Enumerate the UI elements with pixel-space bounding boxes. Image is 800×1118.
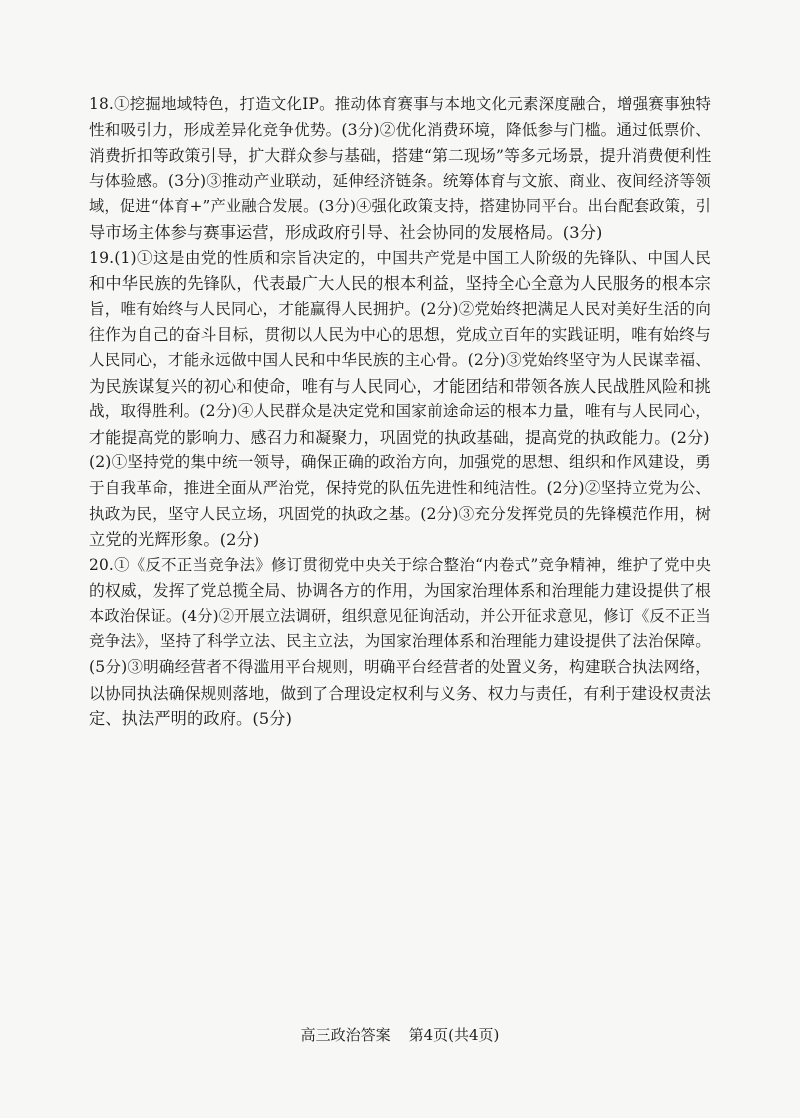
q19-line-3: 旨，唯有始终与人民同心，才能赢得人民拥护。(2分)②党始终把满足人民对美好生活的向 — [89, 299, 711, 318]
q18-line-5: 域，促进“体育+”产业融合发展。(3分)④强化政策支持，搭建协同平台。出台配套政策，引 — [89, 197, 711, 216]
q19-line-1: 19.(1)①这是由党的性质和宗旨决定的，中国共产党是中国工人阶级的先锋队、中国人民 — [89, 248, 711, 267]
q18-line-4: 与体验感。(3分)③推动产业联动，延伸经济链条。统筹体育与文旅、商业、夜间经济等领 — [89, 171, 711, 190]
q19-2-line-1: (2)①坚持党的集中统一领导，确保正确的政治方向，加强党的思想、组织和作风建设，勇 — [89, 453, 711, 472]
footer-page-number: 第4页(共4页) — [408, 1026, 500, 1044]
q19-line-5: 人民同心，才能永远做中国人民和中华民族的主心骨。(2分)③党始终坚守为人民谋幸福、 — [89, 350, 711, 369]
q19-line-8: 才能提高党的影响力、感召力和凝聚力，巩固党的执政基础，提高党的执政能力。(2分) — [89, 427, 710, 447]
q19-2-line-2: 于自我革命，推进全面从严治党，保持党的队伍先进性和纯洁性。(2分)②坚持立党为公、 — [89, 478, 711, 497]
q19-line-2: 和中华民族的先锋队，代表最广大人民的根本利益，坚持全心全意为人民服务的根本宗 — [89, 274, 711, 294]
q18-line-6: 导市场主体参与赛事运营，形成政府引导、社会协同的发展格局。(3分) — [89, 222, 603, 242]
q20-line-7: 定、执法严明的政府。(5分) — [89, 709, 293, 729]
page-footer — [0, 1025, 800, 1045]
q19-2-line-4: 立党的光辉形象。(2分) — [89, 530, 260, 550]
footer-title: 高三政治答案 — [300, 1026, 391, 1044]
q19-line-4: 往作为自己的奋斗目标，贯彻以人民为中心的思想，党成立百年的实践证明，唯有始终与 — [89, 325, 711, 345]
q20-line-3: 本政治保证。(4分)②开展立法调研，组织意见征询活动，并公开征求意见，修订《反不正当 — [89, 606, 711, 625]
answer-body — [89, 92, 711, 732]
q19-2-line-3: 执政为民，坚守人民立场，巩固党的执政之基。(2分)③充分发挥党员的先锋模范作用，树 — [89, 504, 711, 523]
q20-line-5: (5分)③明确经营者不得滥用平台规则，明确平台经营者的处置义务，构建联合执法网络， — [89, 658, 711, 677]
q19-line-7: 战，取得胜利。(2分)④人民群众是决定党和国家前途命运的根本力量，唯有与人民同心， — [89, 402, 711, 421]
q18-line-2: 性和吸引力，形成差异化竞争优势。(3分)②优化消费环境，降低参与门槛。通过低票价、 — [89, 120, 711, 139]
q20-line-6: 以协同执法确保规则落地，做到了合理设定权利与义务、权力与责任，有利于建设权责法 — [89, 683, 711, 703]
q20-line-1: 20.①《反不正当竞争法》修订贯彻党中央关于综合整治“内卷式”竞争精神，维护了党中央 — [89, 555, 711, 574]
q19-line-6: 为民族谋复兴的初心和使命，唯有与人民同心，才能团结和带领各族人民战胜风险和挑 — [89, 376, 711, 396]
q20-line-2: 的权威，发挥了党总揽全局、协调各方的作用，为国家治理体系和治理能力建设提供了根 — [89, 581, 711, 601]
q18-line-3: 消费折扣等政策引导，扩大群众参与基础，搭建“第二现场”等多元场景，提升消费便利性 — [89, 146, 712, 166]
q20-line-4: 竞争法》，坚持了科学立法、民主立法，为国家治理体系和治理能力建设提供了法治保障。 — [89, 632, 711, 651]
q18-line-1: 18.①挖掘地域特色，打造文化IP。推动体育赛事与本地文化元素深度融合，增强赛事独特 — [89, 95, 711, 113]
